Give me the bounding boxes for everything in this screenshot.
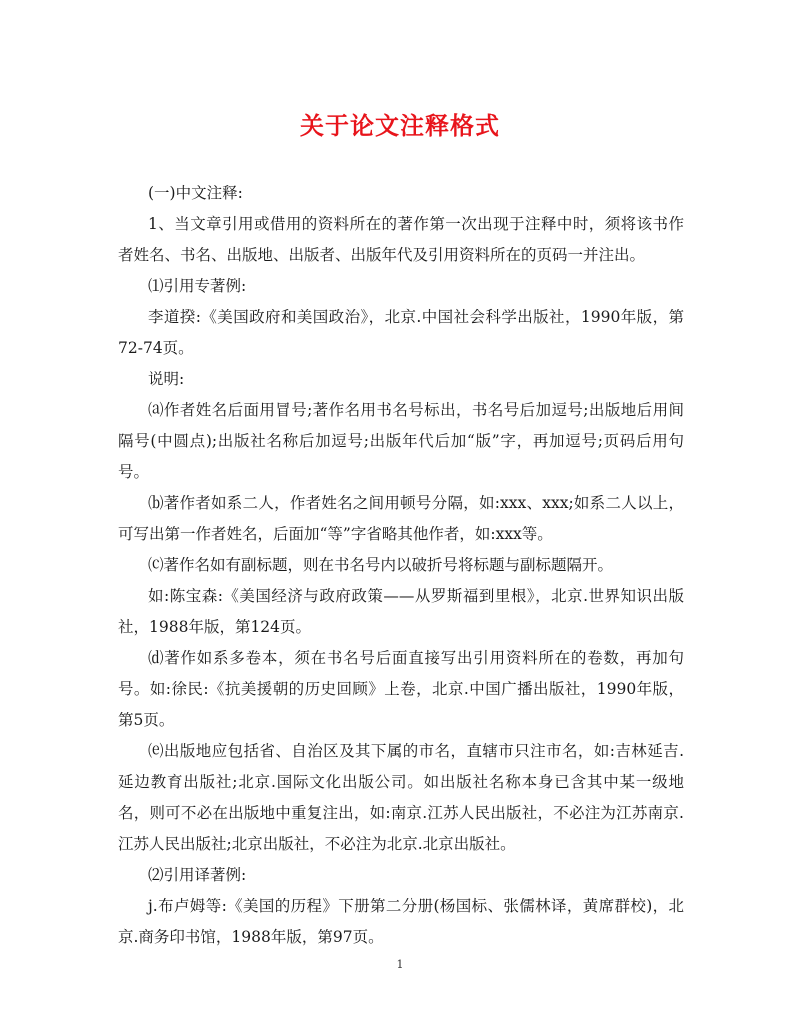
paragraph-note-c-example: 如:陈宝森:《美国经济与政府政策——从罗斯福到里根》，北京.世界知识出版社，1988年版，第124页。 [118,587,684,636]
subheading-monograph-example: ⑴引用专著例: [148,277,247,295]
paragraph-rule-1: 1、当文章引用或借用的资料所在的著作第一次出现于注释中时，须将该书作者姓名、书名、出版地、出版者、出版年代及引用资料所在的页码一并注出。 [118,215,684,264]
paragraph-translation-example: j.布卢姆等:《美国的历程》下册第二分册(杨国标、张儒林译，黄席群校)，北京.商务印书馆，1988年版，第97页。 [118,897,684,946]
paragraph-monograph-example: 李道揆:《美国政府和美国政治》，北京.中国社会科学出版社，1990年版，第72-74页。 [118,308,684,357]
paragraph-note-c: ⒞著作名如有副标题，则在书名号内以破折号将标题与副标题隔开。 [148,556,614,574]
subheading-explanation: 说明: [148,370,185,388]
paragraph-note-d: ⒟著作如系多卷本，须在书名号后面直接写出引用资料所在的卷数，再加句号。如:徐民:《抗美援朝的历史回顾》上卷，北京.中国广播出版社，1990年版，第5页。 [118,649,684,729]
section-heading-chinese-notes: (一)中文注释: [148,184,243,202]
subheading-translation-example: ⑵引用译著例: [148,866,247,884]
paragraph-note-b: ⒝著作者如系二人，作者姓名之间用顿号分隔，如:xxx、xxx;如系二人以上，可写出第一作者姓名，后面加“等”字省略其他作者，如:xxx等。 [118,494,684,543]
document-title: 关于论文注释格式 [300,111,500,140]
paragraph-note-a: ⒜作者姓名后面用冒号;著作名用书名号标出，书名号后加逗号;出版地后用间隔号(中圆点);出版社名称后加逗号;出版年代后加“版”字，再加逗号;页码后用句号。 [118,401,684,481]
document-body [118,178,684,953]
paragraph-note-e: ⒠出版地应包括省、自治区及其下属的市名，直辖市只注市名，如:吉林延吉.延边教育出版社;北京.国际文化出版公司。如出版社名称本身已含其中某一级地名，则可不必在出版地中重复注出，如:南京.江苏人民出版社，不必注为江苏南京.江苏人民出版社;北京出版社，不必注为北京.北京出版社。 [118,742,684,853]
page-number: 1 [396,958,404,971]
